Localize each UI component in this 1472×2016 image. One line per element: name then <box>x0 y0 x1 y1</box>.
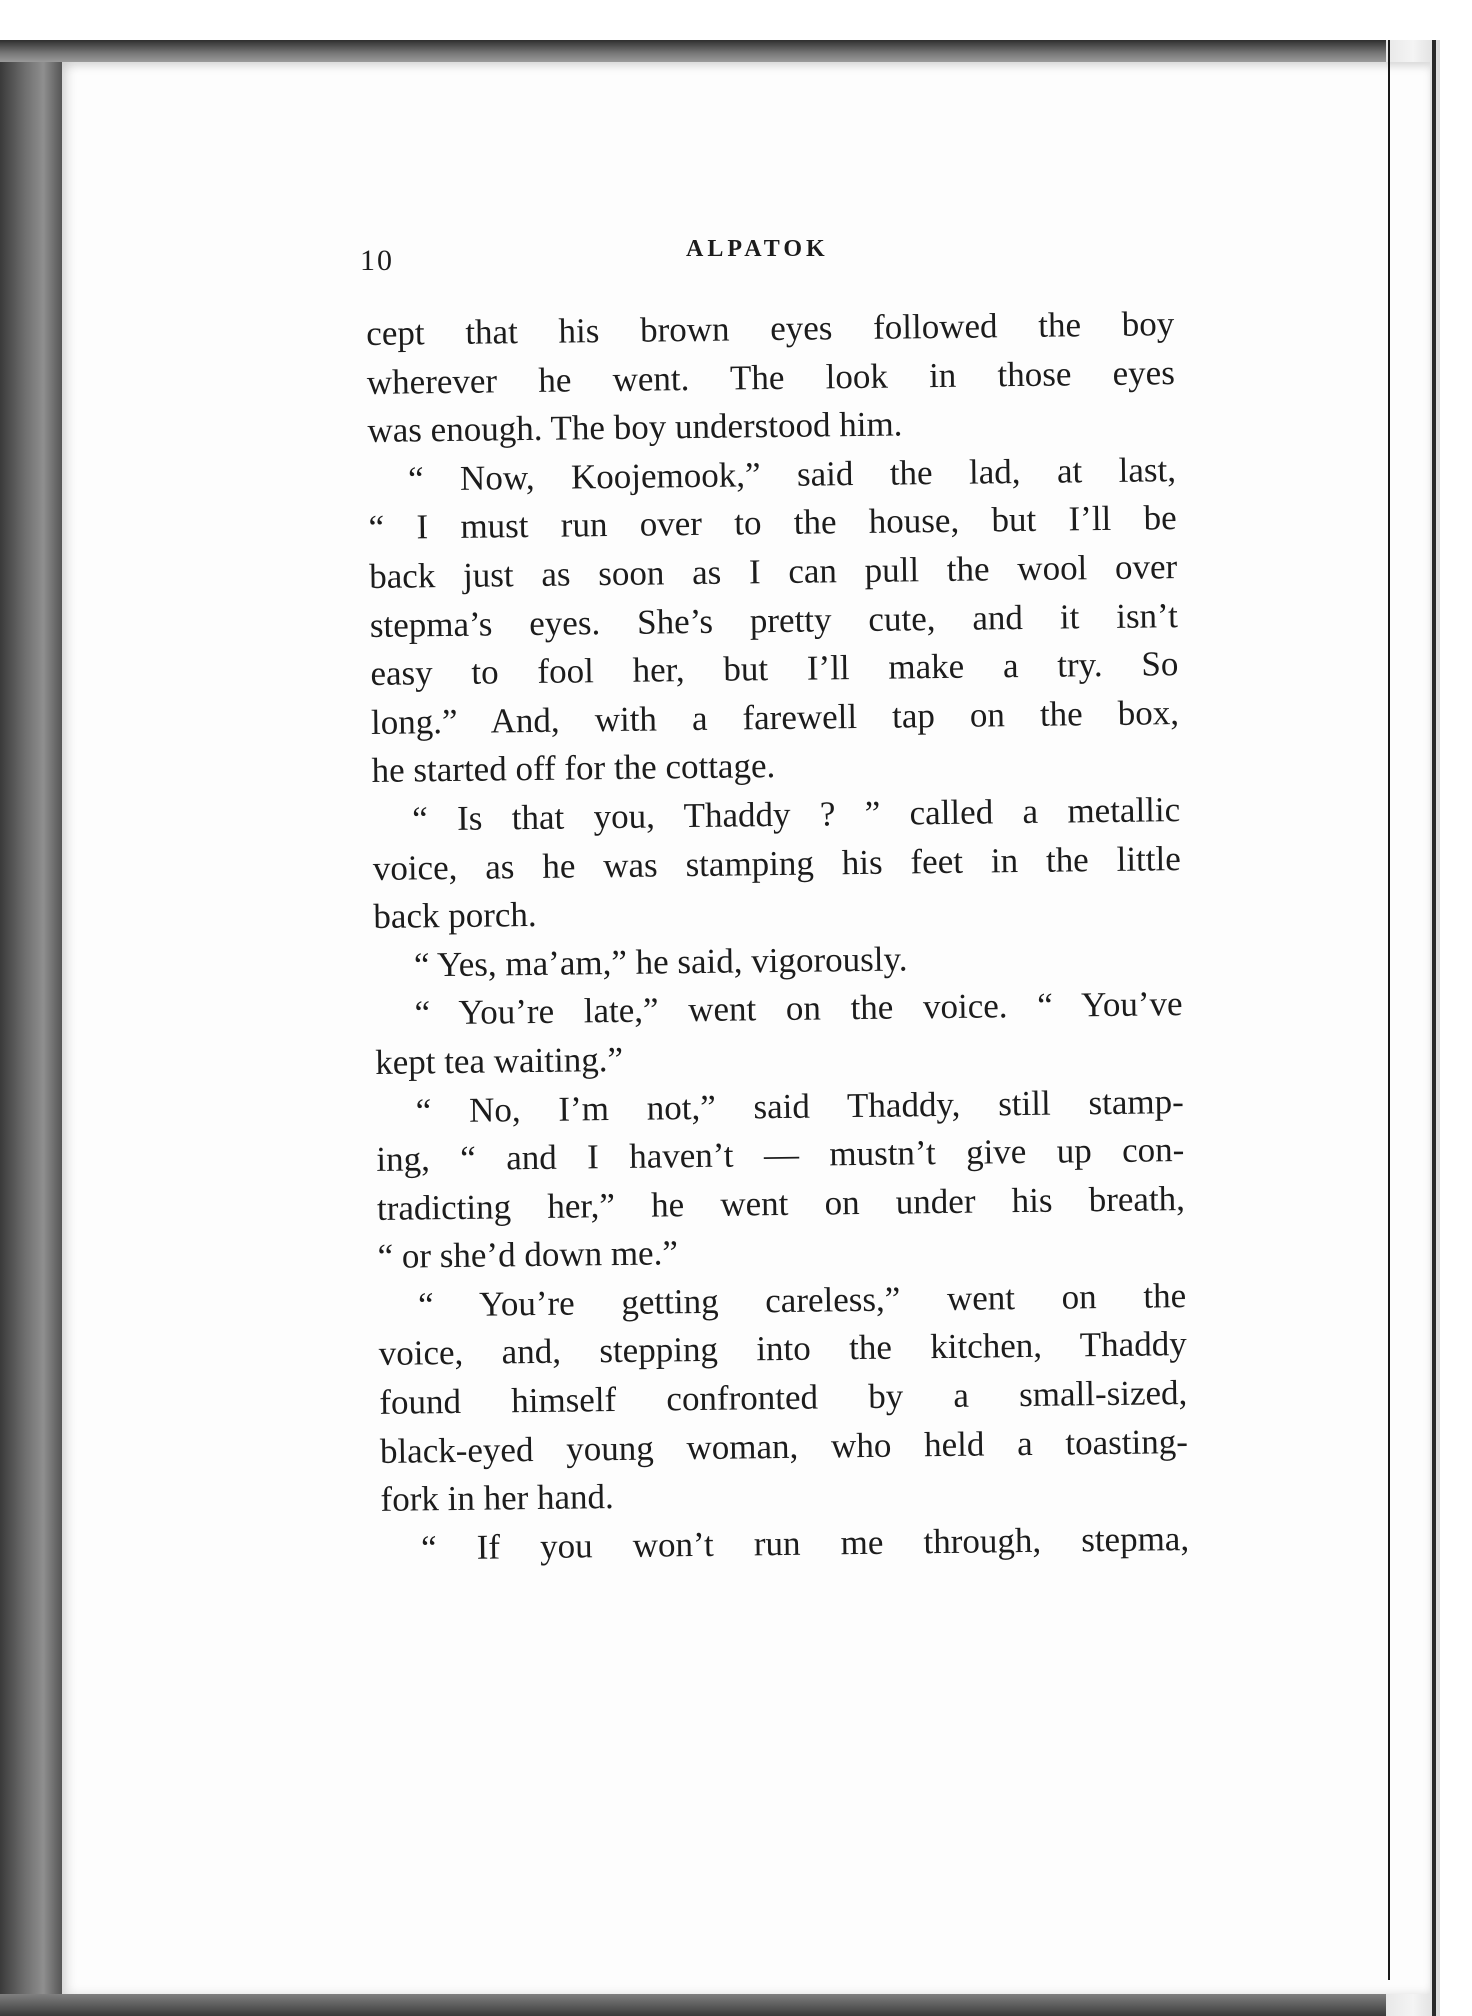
body-text <box>366 300 1189 1573</box>
text-line: voice, as he was stamping his feet in the little <box>372 838 1181 888</box>
text-line: “ You’re late,” went on the voice. “ You’ve <box>414 984 1183 1033</box>
running-title: ALPATOK <box>686 236 829 262</box>
book-cover-edge-left <box>0 40 62 2016</box>
text-line: “ I must run over to the house, but I’ll be <box>368 498 1177 548</box>
text-line: cept that his brown eyes followed the boy <box>366 304 1175 353</box>
scan-margin-top <box>0 0 1472 40</box>
text-line: long.” And, with a farewell tap on the box, <box>370 692 1180 742</box>
text-line: “ If you won’t run me through, stepma, <box>420 1518 1190 1568</box>
text-line: “ No, I’m not,” said Thaddy, still stamp- <box>415 1081 1184 1130</box>
text-line: found himself confronted by a small-sized, <box>379 1373 1188 1422</box>
text-line: voice, and, stepping into the kitchen, Thaddy <box>378 1324 1187 1374</box>
page-number: 10 <box>360 244 394 277</box>
page-edge-line <box>1388 40 1390 1980</box>
text-line: “ You’re getting careless,” went on the <box>417 1275 1187 1325</box>
text-line: he started off for the cottage. <box>371 746 776 791</box>
scan-margin-right <box>1440 0 1472 2016</box>
text-line: easy to fool her, but I’ll make a try. So <box>370 644 1179 694</box>
text-line: “ Now, Koojemook,” said the lad, at last, <box>407 449 1177 499</box>
text-line: stepma’s eyes. She’s pretty cute, and it isn’t <box>369 595 1179 645</box>
book-cover-edge-top <box>0 40 1440 62</box>
text-line: back porch. <box>373 895 537 937</box>
text-line: “ Yes, ma’am,” he said, vigorously. <box>413 939 908 985</box>
text-line: was enough. The boy understood him. <box>367 404 903 451</box>
text-line: black-eyed young woman, who held a toasting- <box>379 1421 1189 1471</box>
text-line: back just as soon as I can pull the wool over <box>369 547 1178 596</box>
cover-edge-right <box>1432 40 1436 2016</box>
text-line: “ Is that you, Thaddy ? ” called a metallic <box>411 790 1181 839</box>
text-line: tradicting her,” he went on under his breath, <box>376 1178 1186 1228</box>
book-cover-edge-bottom <box>0 1994 1440 2016</box>
text-line: ing, “ and I haven’t — mustn’t give up con- <box>376 1130 1185 1180</box>
text-line: fork in her hand. <box>380 1477 615 1520</box>
text-line: “ or she’d down me.” <box>377 1233 679 1277</box>
text-line: wherever he went. The look in those eyes <box>366 352 1176 402</box>
text-line: kept tea waiting.” <box>374 1039 624 1082</box>
